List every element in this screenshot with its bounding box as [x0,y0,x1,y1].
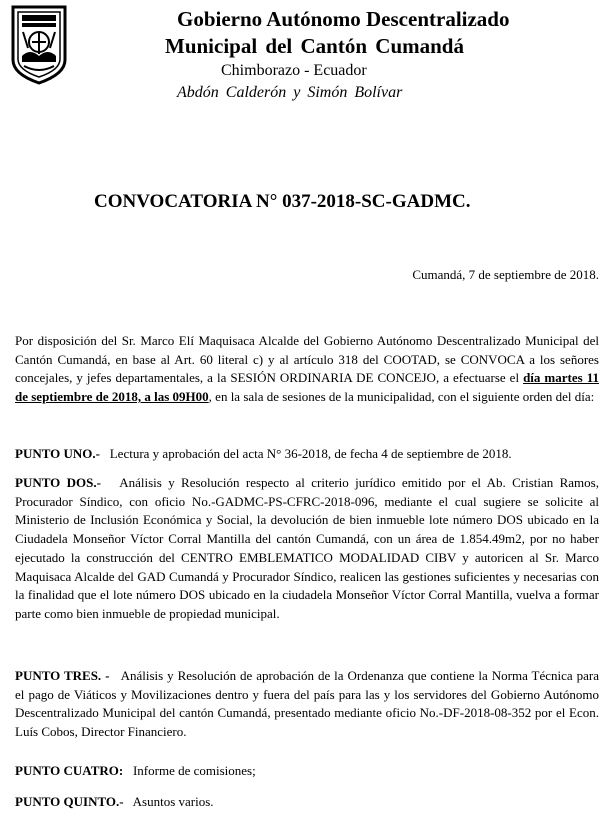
document-title: CONVOCATORIA N° 037-2018-SC-GADMC. [94,191,471,212]
agenda-item-text: Análisis y Resolución respecto al criterio jurídico emitido por el Ab. Cristian Ramos, Procurador Síndico, con oficio No.-GADMC-PS-CFRC-2018-096, mediante el cual sugiere se solicite al Ministerio de Inclusión Económica y Social, la devolución de bien inmueble lote número DOS ubicado en la Ciudadela Monseñor Víctor Corral Mantilla del cantón Cumandá, con un área de 1.854.49m2, por no haber ejecutado la construcción del CENTRO EMBLEMATICO MODALIDAD CIBV y autoricen al Sr. Marco Maquisaca Alcalde del GAD Cumandá y Procurador Síndico, realicen las gestiones suficientes y necesarias con la finalidad que el lote número DOS ubicado en la ciudadela Monseñor Víctor Corral Mantilla, vuelva a formar parte como bien inmueble de propiedad municipal. [15,475,599,621]
agenda-item [15,793,599,812]
header-institution-line1: Gobierno Autónomo Descentralizado [177,7,510,31]
agenda-item [15,474,599,624]
intro-paragraph [15,332,599,407]
agenda-item [15,445,599,464]
header-location: Chimborazo - Ecuador [221,62,367,79]
agenda-item [15,667,599,742]
agenda-item-label: PUNTO DOS.- [15,475,101,490]
agenda-item-label: PUNTO TRES. - [15,668,110,683]
agenda-item-label: PUNTO UNO.- [15,446,100,461]
header-address: Abdón Calderón y Simón Bolívar [177,84,403,101]
intro-text-part1: Por disposición del Sr. Marco Elí Maquisaca Alcalde del Gobierno Autónomo Descentralizado Municipal del Cantón Cumandá, en base al Art. 60 literal c) y al artículo 318 del COOTAD, se CONVOCA a los señores concejales, y jefes departamentales, a la SESIÓN ORDINARIA DE CONCEJO, a efectuarse el [15,333,599,386]
header-institution-line2: Municipal del Cantón Cumandá [165,34,464,58]
document-date: Cumandá, 7 de septiembre de 2018. [412,267,599,282]
intro-text-part2: , en la sala de sesiones de la municipalidad, con el siguiente orden del día: [208,389,595,405]
agenda-item-text: Análisis y Resolución de aprobación de la Ordenanza que contiene la Norma Técnica para el pago de Viáticos y Movilizaciones dentro y fuera del país para las y los servidores del Gobierno Autónomo Descentralizado Municipal del cantón Cumandá, presentado mediante oficio No.-DF-2018-08-352 por el Econ. Luís Cobos, Director Financiero. [15,668,599,740]
agenda-item-label: PUNTO QUINTO.- [15,794,124,809]
agenda-item-label: PUNTO CUATRO: [15,763,124,778]
agenda-item-text: Asuntos varios. [132,794,214,809]
agenda-item-text: Lectura y aprobación del acta N° 36-2018, de fecha 4 de septiembre de 2018. [109,446,512,461]
municipal-seal-icon [10,4,68,86]
agenda-item-text: Informe de comisiones; [132,763,256,778]
agenda-item [15,762,599,781]
intro-session-date: día martes 11 de septiembre de 2018, a las 09H00 [15,370,599,405]
